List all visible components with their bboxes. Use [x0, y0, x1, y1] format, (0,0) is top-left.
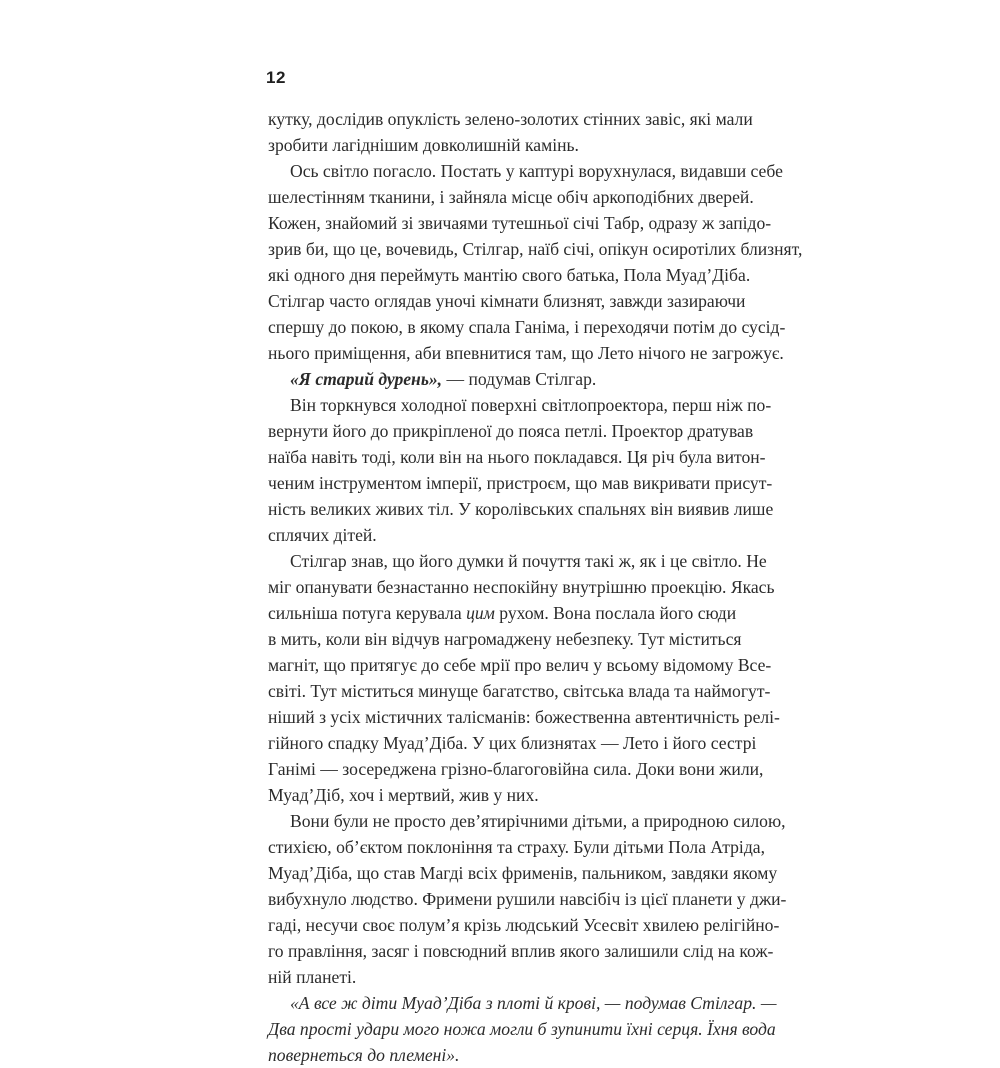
- text-line: вернути його до прикріпленої до пояса петлі. Проектор дратував: [268, 421, 754, 441]
- text-line: ність великих живих тіл. У королівських спальнях він виявив лише: [268, 499, 774, 519]
- text-line: світі. Тут міститься минуще багатство, світська влада та наймогут-: [268, 681, 771, 701]
- paragraph-1: [268, 106, 753, 158]
- text-line: «А все ж діти Муад’Діба з плоті й крові, — подумав Стілгар. —: [290, 993, 777, 1013]
- text-line: в мить, коли він відчув нагромаджену небезпеку. Тут міститься: [268, 629, 742, 649]
- text-line: кутку, дослідив опуклість зелено-золотих стінних завіс, які мали: [268, 109, 753, 129]
- text-line: зробити лагіднішим довколишній камінь.: [268, 135, 579, 155]
- paragraph-5: [268, 548, 780, 808]
- text-line: Ось світло погасло. Постать у каптурі ворухнулася, видавши себе: [290, 161, 783, 181]
- text-line: зрив би, що це, вочевидь, Стілгар, наїб січі, опікун осиротілих близнят,: [268, 239, 803, 259]
- text-line: сплячих дітей.: [268, 525, 377, 545]
- text-line: ченим інструментом імперії, пристроєм, що мав викривати присут-: [268, 473, 773, 493]
- text-line: Стілгар часто оглядав уночі кімнати близнят, завжди зазираючи: [268, 291, 746, 311]
- text-line: ніший з усіх містичних талісманів: божественна автентичність релі-: [268, 707, 780, 727]
- text-line: нього приміщення, аби впевнитися там, що Лето нічого не загрожує.: [268, 343, 784, 363]
- text-line: [268, 366, 734, 392]
- text-line: магніт, що притягує до себе мрії про велич у всьому відомому Все-: [268, 655, 772, 675]
- body-text: [268, 106, 803, 1068]
- paragraph-3-quote: [268, 366, 734, 392]
- text-line: стихією, об’єктом поклоніння та страху. Були дітьми Пола Атріда,: [268, 837, 765, 857]
- text-line: повернеться до племені».: [268, 1045, 460, 1065]
- text-line: гійного спадку Муад’Діба. У цих близнятах — Лето і його сестрі: [268, 733, 757, 753]
- paragraph-2: [268, 158, 803, 366]
- text-line: спершу до покою, в якому спала Ганіма, і переходячи потім до сусід-: [268, 317, 786, 337]
- quote-text: «Я старий дурень»,: [290, 369, 443, 389]
- text-line: ній планеті.: [268, 967, 357, 987]
- text-line: шелестінням тканини, і зайняла місце обіч аркоподібних дверей.: [268, 187, 754, 207]
- paragraph-7-quote: [268, 990, 777, 1068]
- text-segment: рухом. Вона послала його сюди: [494, 603, 737, 623]
- text-line: Два прості удари мого ножа могли б зупинити їхні серця. Їхня вода: [268, 1019, 776, 1039]
- text-line: Кожен, знайомий зі звичаями тутешньої січі Табр, одразу ж запідо-: [268, 213, 772, 233]
- text-line: Ганімі — зосереджена грізно-благоговійна сила. Доки вони жили,: [268, 759, 764, 779]
- text-segment: сильніша потуга керувала: [268, 603, 467, 623]
- text-line: Стілгар знав, що його думки й почуття такі ж, як і це світло. Не: [290, 551, 767, 571]
- attribution-text: — подумав Стілгар.: [442, 369, 597, 389]
- text-line: Муад’Діба, що став Магді всіх фрименів, пальником, завдяки якому: [268, 863, 778, 883]
- text-line-emphasis: [268, 600, 737, 626]
- text-line: Муад’Діб, хоч і мертвий, жив у них.: [268, 785, 539, 805]
- text-line: гаді, несучи своє полум’я крізь людський Усесвіт хвилею релігійно-: [268, 915, 780, 935]
- emphasis-word: цим: [466, 603, 495, 623]
- paragraph-6: [268, 808, 787, 990]
- text-line: які одного дня переймуть мантію свого батька, Пола Муад’Діба.: [268, 265, 751, 285]
- text-line: Він торкнувся холодної поверхні світлопроектора, перш ніж по-: [290, 395, 772, 415]
- paragraph-4: [268, 392, 774, 548]
- text-line: го правління, засяг і повсюдний вплив якого залишили слід на кож-: [268, 941, 774, 961]
- page-number: 12: [266, 68, 286, 87]
- text-line: міг опанувати безнастанно неспокійну внутрішню проекцію. Якась: [268, 577, 775, 597]
- text-line: Вони були не просто дев’ятирічними дітьми, а природною силою,: [290, 811, 786, 831]
- text-line: вибухнуло людство. Фримени рушили навсібіч із цієї планети у джи-: [268, 889, 787, 909]
- text-line: наїба навіть тоді, коли він на нього покладався. Ця річ була витон-: [268, 447, 766, 467]
